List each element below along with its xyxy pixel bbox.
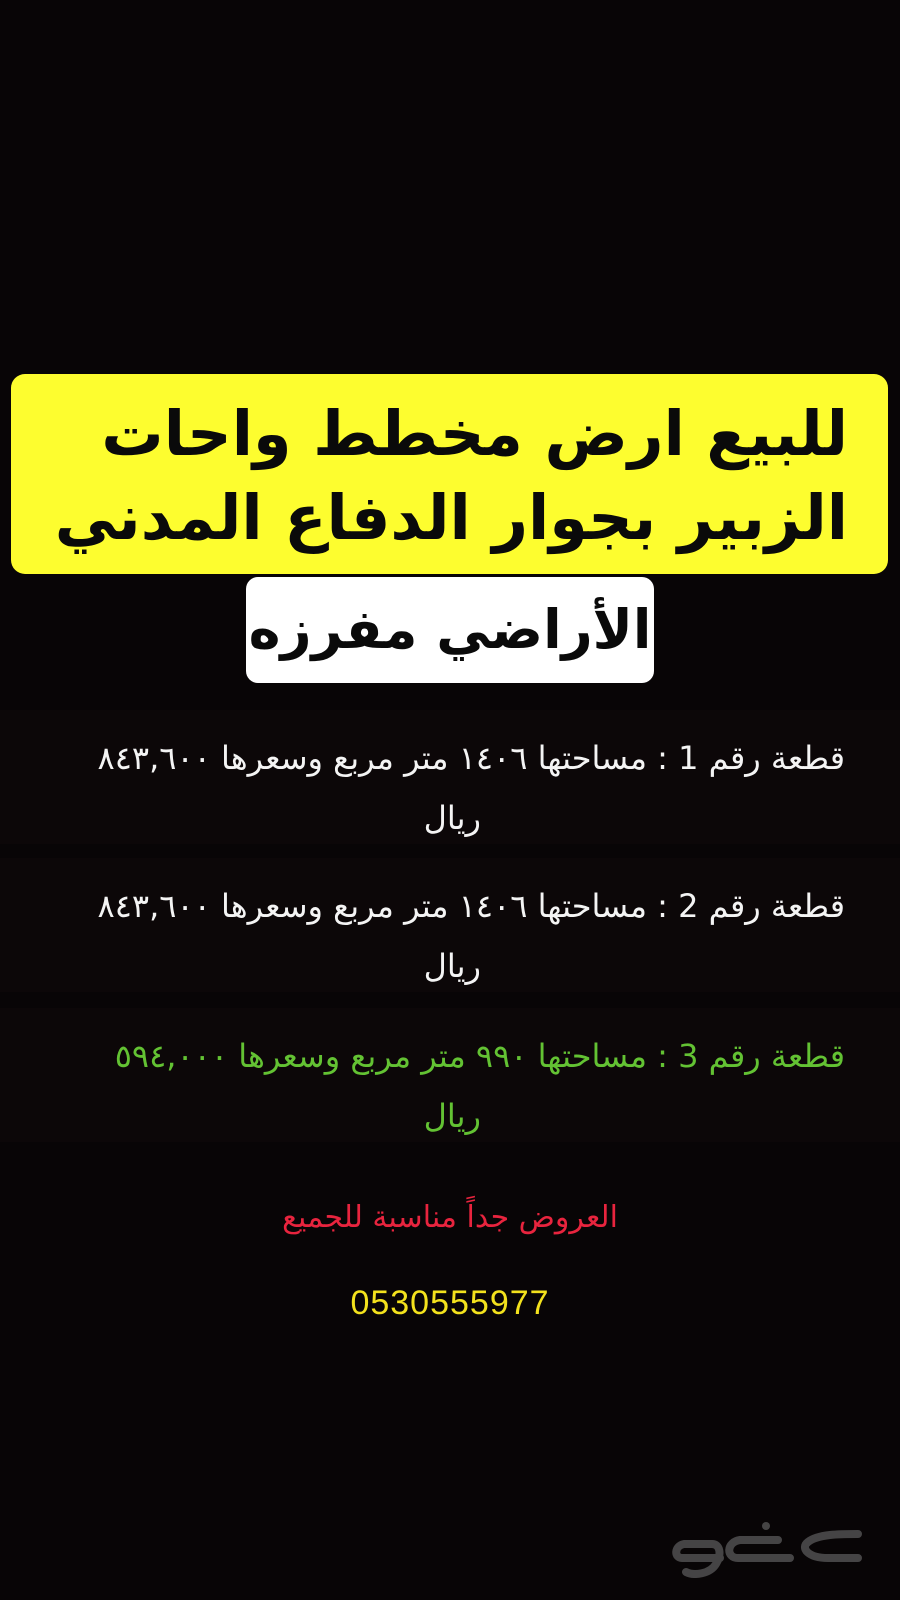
headline-line-2: الزبير بجوار الدفاع المدني bbox=[54, 481, 848, 554]
haraj-logo-watermark bbox=[668, 1512, 868, 1582]
plot-item-2 bbox=[0, 858, 900, 992]
headline-banner bbox=[11, 374, 888, 574]
subheadline-text: الأراضي مفرزه bbox=[248, 598, 652, 661]
plot-item-3 bbox=[0, 1008, 900, 1142]
plot-item-1-currency: ريال bbox=[423, 799, 481, 837]
subheadline-banner bbox=[246, 577, 654, 683]
plot-item-2-currency: ريال bbox=[423, 947, 481, 985]
plot-item-3-details: قطعة رقم 3 : مساحتها ٩٩٠ متر مربع وسعرها ٥٩٤,٠٠٠ bbox=[114, 1037, 845, 1075]
plot-item-1-details: قطعة رقم 1 : مساحتها ١٤٠٦ متر مربع وسعرها ٨٤٣,٦٠٠ bbox=[97, 739, 845, 777]
offer-note: العروض جداً مناسبة للجميع bbox=[282, 1200, 618, 1235]
phone-number[interactable]: 0530555977 bbox=[350, 1284, 550, 1322]
plot-item-3-currency: ريال bbox=[423, 1097, 481, 1135]
headline-line-1: للبيع ارض مخطط واحات bbox=[101, 397, 848, 470]
plot-item-2-details: قطعة رقم 2 : مساحتها ١٤٠٦ متر مربع وسعرها ٨٤٣,٦٠٠ bbox=[97, 887, 845, 925]
plot-item-1 bbox=[0, 710, 900, 844]
